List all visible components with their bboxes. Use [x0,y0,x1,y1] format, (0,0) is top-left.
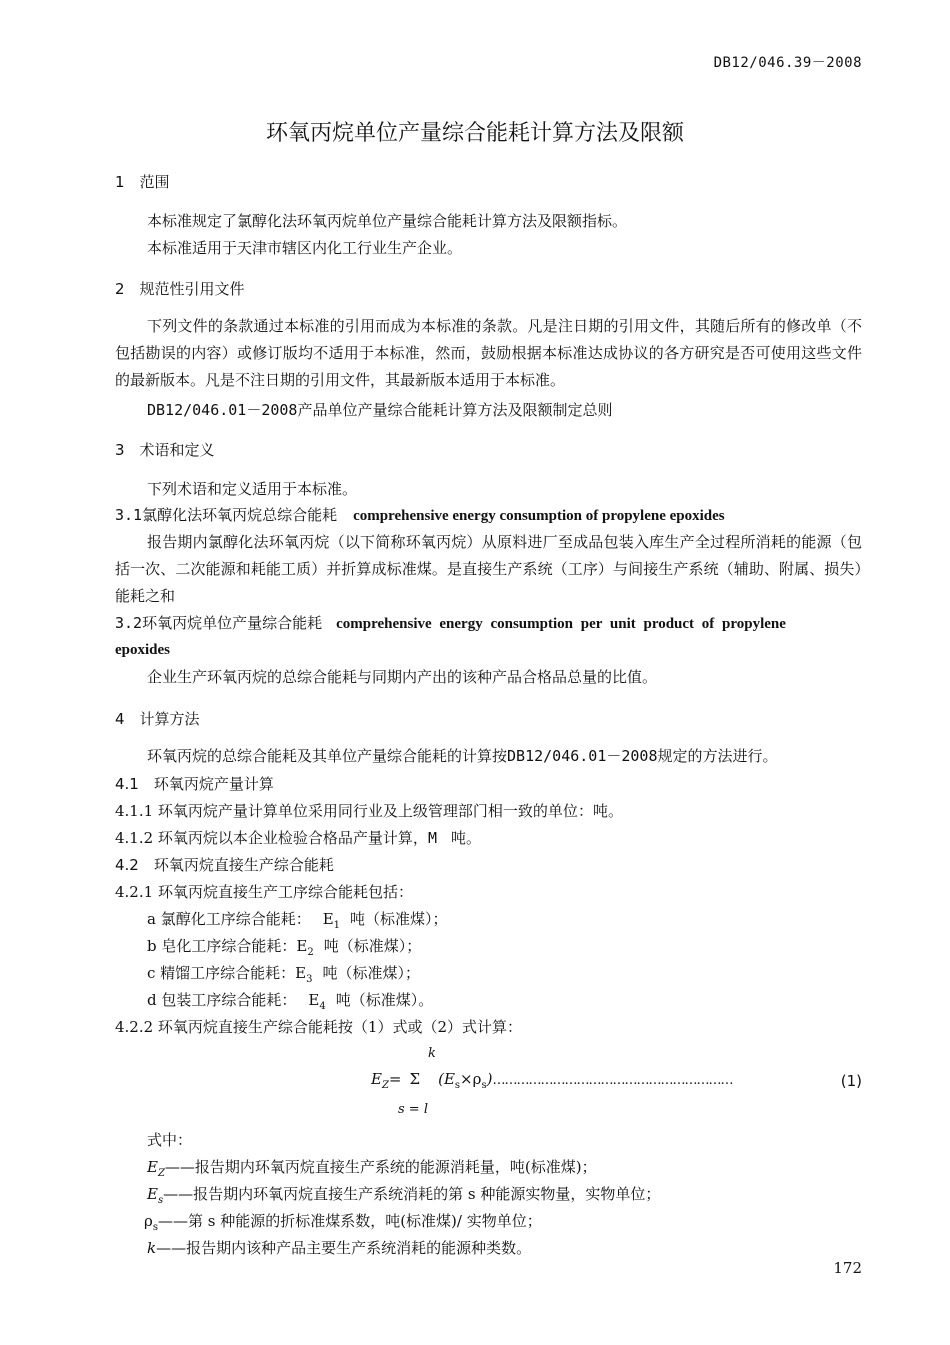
definition-item: $E_Z——$报告期内环氧丙烷直接生产系统的能源消耗量，吨(标准煤)； [147,1158,597,1179]
symbol-M: M [427,829,437,847]
para-4-1-2: 4.1.2 环氧丙烷以本企业检验合格品产量计算，M 吨。 [115,829,481,847]
heading-4-1: 4.1 环氧丙烷产量计算 [115,775,274,793]
term-3-2-definition: 企业生产环氧丙烷的总综合能耗与同期内产出的该种产品合格品总量的比值。 [147,668,658,686]
section-1-para-1: 本标准规定了氯醇化法环氧丙烷单位产量综合能耗计算方法及限额指标。 [147,212,628,230]
list-item: d 包装工序综合能耗： $E_4$ 吨（标准煤）。 [147,991,434,1012]
term-3-1-cn: 氯醇化法环氧丙烷总综合能耗 [142,506,338,524]
list-item: b 皂化工序综合能耗：$E_2$ 吨（标准煤）； [147,937,422,958]
section-4-heading: 4 计算方法 [115,710,200,728]
term-3-1-en: comprehensive energy consumption of propylene epoxides [353,508,725,524]
formula-leader-dots: …………………………………………………… [492,1073,733,1088]
term-3-2 [115,610,862,638]
rho-symbol: ρ [472,1070,482,1088]
term-3-2-cn: 环氧丙烷单位产量综合能耗 [142,614,323,632]
section-3-intro: 下列术语和定义适用于本标准。 [147,480,358,498]
section-3-heading: 3 术语和定义 [115,441,215,459]
heading-4-2: 4.2 环氧丙烷直接生产综合能耗 [115,856,334,874]
list-item: a 氯醇化工序综合能耗： $E_1$ 吨（标准煤）； [147,910,448,931]
section-4-ref-code: DB12/046.01－2008 [507,747,658,765]
section-2-heading: 2 规范性引用文件 [115,280,245,298]
section-2-para-1: 下列文件的条款通过本标准的引用而成为本标准的条款。凡是注日期的引用文件，其随后所有的修改单（不包括勘误的内容）或修订版均不适用于本标准，然而，鼓励根据本标准达成协议的各方研究是否可使用这些文件的最新版本。凡是不注日期的引用文件，其最新版本适用于本标准。 [115,317,862,389]
normative-reference [147,397,612,424]
list-item: c 精馏工序综合能耗：$E_3$ 吨（标准煤）； [147,964,421,985]
formula-number: (1) [840,1072,862,1090]
term-3-1-number: 3.1 [115,506,143,524]
where-label: 式中： [147,1131,193,1149]
heading-4-2-1: 4.2.1 环氧丙烷直接生产工序综合能耗包括： [115,883,413,901]
formula-1: $E_Z= \Sigma$ $(E_s\times\rho_s)\dots\dots\dots\dots\dots\dots\dots\dots\dots\dots\dots\dots\dots\dots\dots\dots\dots\dots\dots\dots$ [371,1070,733,1091]
formula-lower-limit: s = l [398,1102,428,1117]
term-3-2-en-cont: epoxides [115,642,171,658]
section-1-heading: 1 范围 [115,173,170,191]
para-4-2-2: 4.2.2 环氧丙烷直接生产综合能耗按（1）式或（2）式计算： [115,1018,523,1036]
definition-item: $E_s——$报告期内环氧丙烷直接生产系统消耗的第 s 种能源实物量，实物单位； [147,1185,661,1206]
page-number: 172 [833,1259,862,1277]
definition-item: k——报告期内该种产品主要生产系统消耗的能源种类数。 [147,1239,532,1257]
section-1-para-2: 本标准适用于天津市辖区内化工行业生产企业。 [147,239,463,257]
reference-title: 产品单位产量综合能耗计算方法及限额制定总则 [297,401,613,419]
term-3-2-en: comprehensive energy consumption per unit product of propylene [336,616,786,632]
document-code: DB12/046.39－2008 [713,55,862,71]
section-4-intro: 环氧丙烷的总综合能耗及其单位产量综合能耗的计算按DB12/046.01－2008规定的方法进行。 [147,747,778,765]
reference-code: DB12/046.01－2008 [147,401,298,419]
para-4-1-1: 4.1.1 环氧丙烷产量计算单位采用同行业及上级管理部门相一致的单位：吨。 [115,802,623,820]
formula-upper-limit: k [428,1046,436,1061]
term-3-1-definition: 报告期内氯醇化法环氧丙烷（以下简称环氧丙烷）从原料进厂至成品包装入库生产全过程所消耗的能源（包括一次、二次能源和耗能工质）并折算成标准煤。是直接生产系统（工序）与间接生产系统（辅助、附属、损失）能耗之和 [115,533,862,605]
term-3-2-number: 3.2 [115,614,143,632]
definition-item: $\rho_s——$第 s 种能源的折标准煤系数，吨(标准煤)/ 实物单位； [144,1212,542,1233]
sigma-symbol: Σ [409,1070,421,1088]
page-title: 环氧丙烷单位产量综合能耗计算方法及限额 [265,121,684,146]
term-3-1 [115,502,725,530]
formula-lhs: E [371,1070,382,1088]
